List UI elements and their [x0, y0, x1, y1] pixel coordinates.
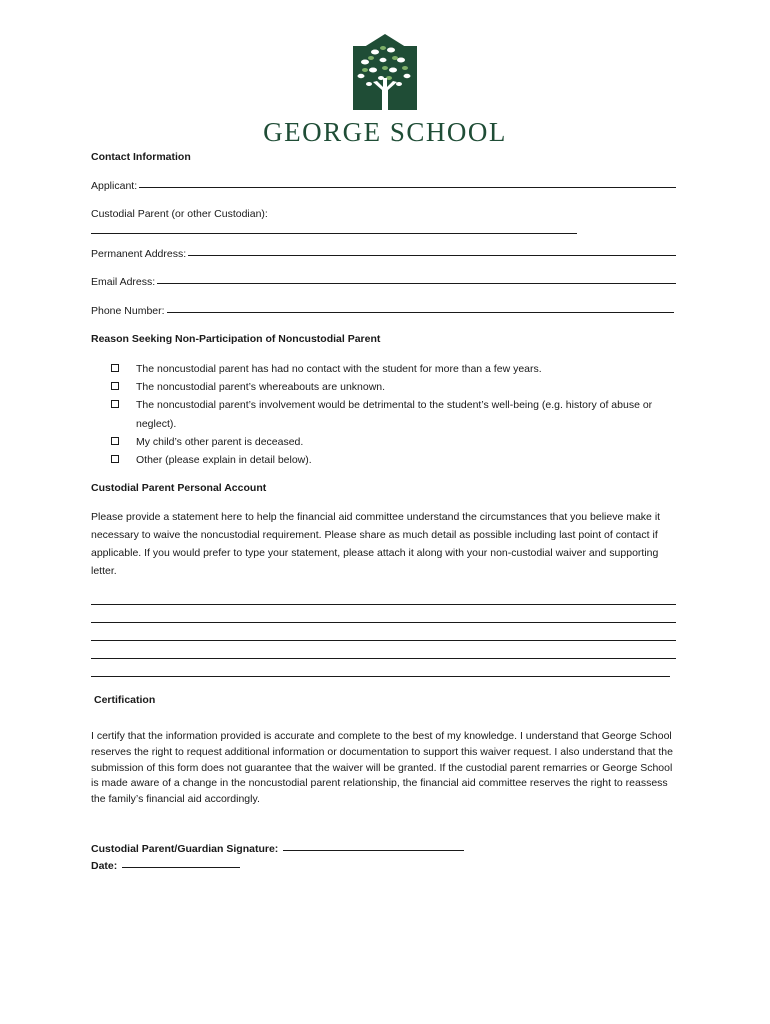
reason-option-deceased[interactable]: [111, 433, 681, 451]
date-line[interactable]: [122, 867, 240, 868]
reason-option-label: The noncustodial parent’s involvement would be detrimental to the student’s well-being (e.g. history of abuse or neglect).: [136, 399, 653, 430]
tree-logo-icon: [345, 32, 425, 112]
custodial-line[interactable]: [91, 233, 577, 234]
email-line[interactable]: [157, 283, 676, 284]
custodial-label: Custodial Parent (or other Custodian):: [91, 208, 268, 220]
account-instructions: Please provide a statement here to help the financial aid committee understand the circumstances that you believe make it necessary to waive the noncustodial requirement. Please share as much detail as possible including last point of contact if applicable. If you would prefer to type your statement, please attach it along with your non-custodial waiver and supporting letter.: [91, 511, 661, 577]
signature-line[interactable]: [283, 850, 464, 851]
certification-text: I certify that the information provided is accurate and complete to the best of my knowledge. I understand that George School reserves the right to request additional information or documentation to support this waiver request. I also understand that the submission of this form does not guarantee that the waiver will be granted. If the custodial parent remarries or George School is made aware of a change in the noncustodial parent relationship, the financial aid committee reserves the right to reassess the family’s financial aid accordingly.: [91, 730, 673, 806]
certification-heading: Certification: [94, 694, 156, 706]
reason-option-detrimental[interactable]: [111, 396, 681, 432]
address-field[interactable]: [91, 248, 676, 260]
reason-option-whereabouts[interactable]: [111, 378, 681, 396]
phone-field[interactable]: [91, 305, 674, 317]
applicant-field[interactable]: [91, 180, 676, 192]
reason-option-label: The noncustodial parent has had no contact with the student for more than a few years.: [136, 363, 542, 375]
account-heading: Custodial Parent Personal Account: [91, 482, 267, 494]
address-label: Permanent Address:: [91, 248, 187, 260]
contact-heading: Contact Information: [91, 151, 191, 163]
checkbox[interactable]: [111, 437, 119, 445]
applicant-label: Applicant:: [91, 180, 138, 192]
phone-line[interactable]: [167, 312, 674, 313]
reason-option-no-contact[interactable]: [111, 360, 681, 378]
reason-heading: Reason Seeking Non-Participation of Noncustodial Parent: [91, 333, 381, 345]
statement-line[interactable]: [91, 659, 670, 677]
statement-line[interactable]: [91, 623, 676, 641]
address-line[interactable]: [188, 255, 676, 256]
statement-line[interactable]: [91, 605, 676, 623]
signature-label: Custodial Parent/Guardian Signature:: [91, 843, 279, 855]
school-name: GEORGE SCHOOL: [263, 117, 507, 147]
reason-option-label: My child’s other parent is deceased.: [136, 435, 304, 448]
reason-option-label: Other (please explain in detail below).: [136, 454, 312, 467]
checkbox[interactable]: [111, 382, 119, 390]
email-label: Email Adress:: [91, 276, 156, 288]
phone-label: Phone Number:: [91, 305, 165, 317]
checkbox[interactable]: [111, 400, 119, 408]
school-logo: [240, 32, 530, 150]
email-field[interactable]: [91, 276, 676, 288]
signature-field[interactable]: [91, 843, 464, 855]
statement-lines[interactable]: [91, 587, 676, 677]
reason-option-label: The noncustodial parent’s whereabouts are unknown.: [136, 381, 386, 394]
reason-option-other[interactable]: [111, 451, 681, 469]
statement-line[interactable]: [91, 641, 676, 659]
applicant-line[interactable]: [139, 187, 676, 188]
date-field[interactable]: [91, 860, 240, 872]
statement-line[interactable]: [91, 587, 676, 605]
date-label: Date:: [91, 860, 118, 872]
checkbox[interactable]: [111, 455, 119, 463]
reason-checklist: [111, 360, 681, 469]
checkbox[interactable]: [111, 364, 119, 372]
